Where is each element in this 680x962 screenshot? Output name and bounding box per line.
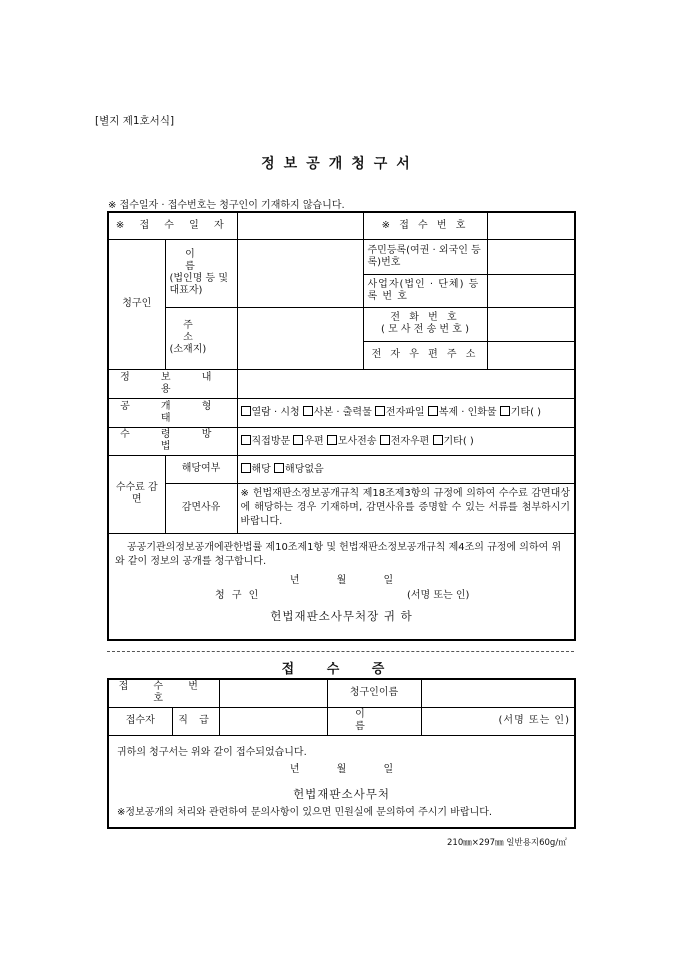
receive-option[interactable]: 모사전송 — [327, 436, 377, 447]
checkbox[interactable] — [241, 435, 251, 445]
name-value[interactable] — [237, 239, 363, 307]
phone-value[interactable] — [487, 307, 575, 341]
applicable-option[interactable]: 해당없음 — [274, 464, 324, 475]
resident-number-label: 주민등록(여권 · 외국인 등록)번호 — [363, 239, 487, 274]
disclosure-option[interactable]: 사본 · 출력물 — [303, 407, 372, 418]
address-value[interactable] — [237, 307, 363, 369]
top-note: ※ 접수일자 · 접수번호는 청구인이 기재하지 않습니다. — [108, 200, 345, 211]
receipt-date-value[interactable] — [237, 212, 363, 239]
exemption-reason-label: 감면사유 — [165, 483, 237, 533]
receive-method-label: 수 령 방 법 — [108, 427, 237, 455]
receipt-number-label: ※ 접 수 번 호 — [363, 212, 487, 239]
receive-method-options — [237, 427, 575, 455]
exemption-reason-note: ※ 헌법재판소정보공개규칙 제18조제3항의 규정에 의하여 수수료 감면대상에 해당하는 경우 기재하며, 감면사유를 증명할 수 있는 서류를 첨부하시기 바랍니다. — [237, 483, 575, 533]
applicant-name-label: 청구인이름 — [327, 679, 421, 707]
applicant-name-value[interactable] — [421, 679, 575, 707]
applicable-options — [237, 455, 575, 483]
declaration-text: 공공기관의정보공개에관한법률 제10조제1항 및 헌법재판소정보공개규칙 제4조의 규정에 의하여 위와 같이 정보의 공개를 청구합니다. — [115, 541, 562, 567]
fee-exemption-label: 수수료 감면 — [108, 455, 165, 533]
fax-label: ( 모 사 전 송 번 호 ) — [381, 324, 470, 335]
receipt-body — [108, 735, 575, 828]
applicant-signature-note: (서명 또는 인) — [407, 589, 470, 601]
address-sublabel: (소재지) — [169, 344, 207, 355]
paper-specification: 210㎜×297㎜ 일반용지60g/㎡ — [447, 838, 567, 848]
receipt-date-label: ※ 접 수 일 자 — [108, 212, 237, 239]
information-content-value[interactable] — [237, 369, 575, 398]
receiver-signature-note: (서명 또는 인) — [421, 707, 575, 735]
name-label: 이 름 — [185, 249, 217, 272]
business-number-value[interactable] — [487, 274, 575, 307]
email-value[interactable] — [487, 341, 575, 369]
receipt-number-value[interactable] — [219, 679, 327, 707]
checkbox[interactable] — [303, 406, 313, 416]
request-date-line: 년 월 일 — [289, 574, 394, 586]
addressee: 헌법재판소사무처장 귀 하 — [270, 608, 413, 623]
checkbox[interactable] — [274, 463, 284, 473]
address-label: 주 소 — [183, 320, 219, 343]
position-value[interactable] — [219, 707, 327, 735]
receipt-table — [107, 678, 576, 829]
inquiry-note: ※정보공개의 처리와 관련하여 문의사항이 있으면 민원실에 문의하여 주시기 바랍니다. — [117, 806, 493, 818]
applicable-label: 해당여부 — [165, 455, 237, 483]
applicant-label: 청구인 — [108, 239, 165, 369]
cut-line — [107, 651, 574, 652]
email-label: 전 자 우 편 주 소 — [363, 341, 487, 369]
disclosure-option[interactable]: 기타( ) — [500, 407, 541, 418]
document-title: 정보공개청구서 — [261, 156, 419, 172]
receipt-number-value[interactable] — [487, 212, 575, 239]
checkbox[interactable] — [380, 435, 390, 445]
receive-option[interactable]: 직접방문 — [241, 436, 291, 447]
disclosure-option[interactable]: 열람 · 시청 — [241, 407, 300, 418]
phone-label: 전 화 번 호 — [390, 312, 460, 323]
disclosure-option[interactable]: 전자파일 — [375, 407, 425, 418]
receipt-confirmation-text: 귀하의 청구서는 위와 같이 접수되었습니다. — [117, 746, 307, 758]
position-label: 직 급 — [172, 707, 219, 735]
receipt-number-label: 접 수 번 호 — [108, 679, 219, 707]
resident-number-value[interactable] — [487, 239, 575, 274]
phone-label-cell — [363, 307, 487, 341]
disclosure-form-options — [237, 398, 575, 427]
checkbox[interactable] — [375, 406, 385, 416]
declaration-section — [108, 533, 575, 640]
name-sublabel: (법인명 등 및 대표자) — [169, 273, 229, 296]
receipt-date-line: 년 월 일 — [289, 763, 394, 775]
checkbox[interactable] — [428, 406, 438, 416]
information-content-label: 정 보 내 용 — [108, 369, 237, 398]
receive-option[interactable]: 기타( ) — [433, 436, 474, 447]
disclosure-form-label: 공 개 형 태 — [108, 398, 237, 427]
applicable-option[interactable]: 해당 — [241, 464, 271, 475]
request-form-table — [107, 211, 576, 641]
receipt-title: 접 수 증 — [281, 662, 399, 677]
checkbox[interactable] — [433, 435, 443, 445]
checkbox[interactable] — [327, 435, 337, 445]
checkbox[interactable] — [293, 435, 303, 445]
receive-option[interactable]: 우편 — [293, 436, 323, 447]
checkbox[interactable] — [241, 406, 251, 416]
name-label-cell — [165, 239, 237, 307]
address-label-cell — [165, 307, 237, 369]
receive-option[interactable]: 전자우편 — [380, 436, 430, 447]
applicant-signature-label: 청 구 인 — [215, 589, 261, 601]
business-number-label: 사업자(법인 · 단체) 등 록 번 호 — [363, 274, 487, 307]
disclosure-option[interactable]: 복제 · 인화물 — [428, 407, 497, 418]
form-number-label: [별지 제1호서식] — [95, 115, 175, 127]
checkbox[interactable] — [241, 463, 251, 473]
checkbox[interactable] — [500, 406, 510, 416]
receiver-label: 접수자 — [108, 707, 172, 735]
receiver-name-label: 이 름 — [327, 707, 421, 735]
receipt-office: 헌법재판소사무처 — [293, 786, 390, 801]
